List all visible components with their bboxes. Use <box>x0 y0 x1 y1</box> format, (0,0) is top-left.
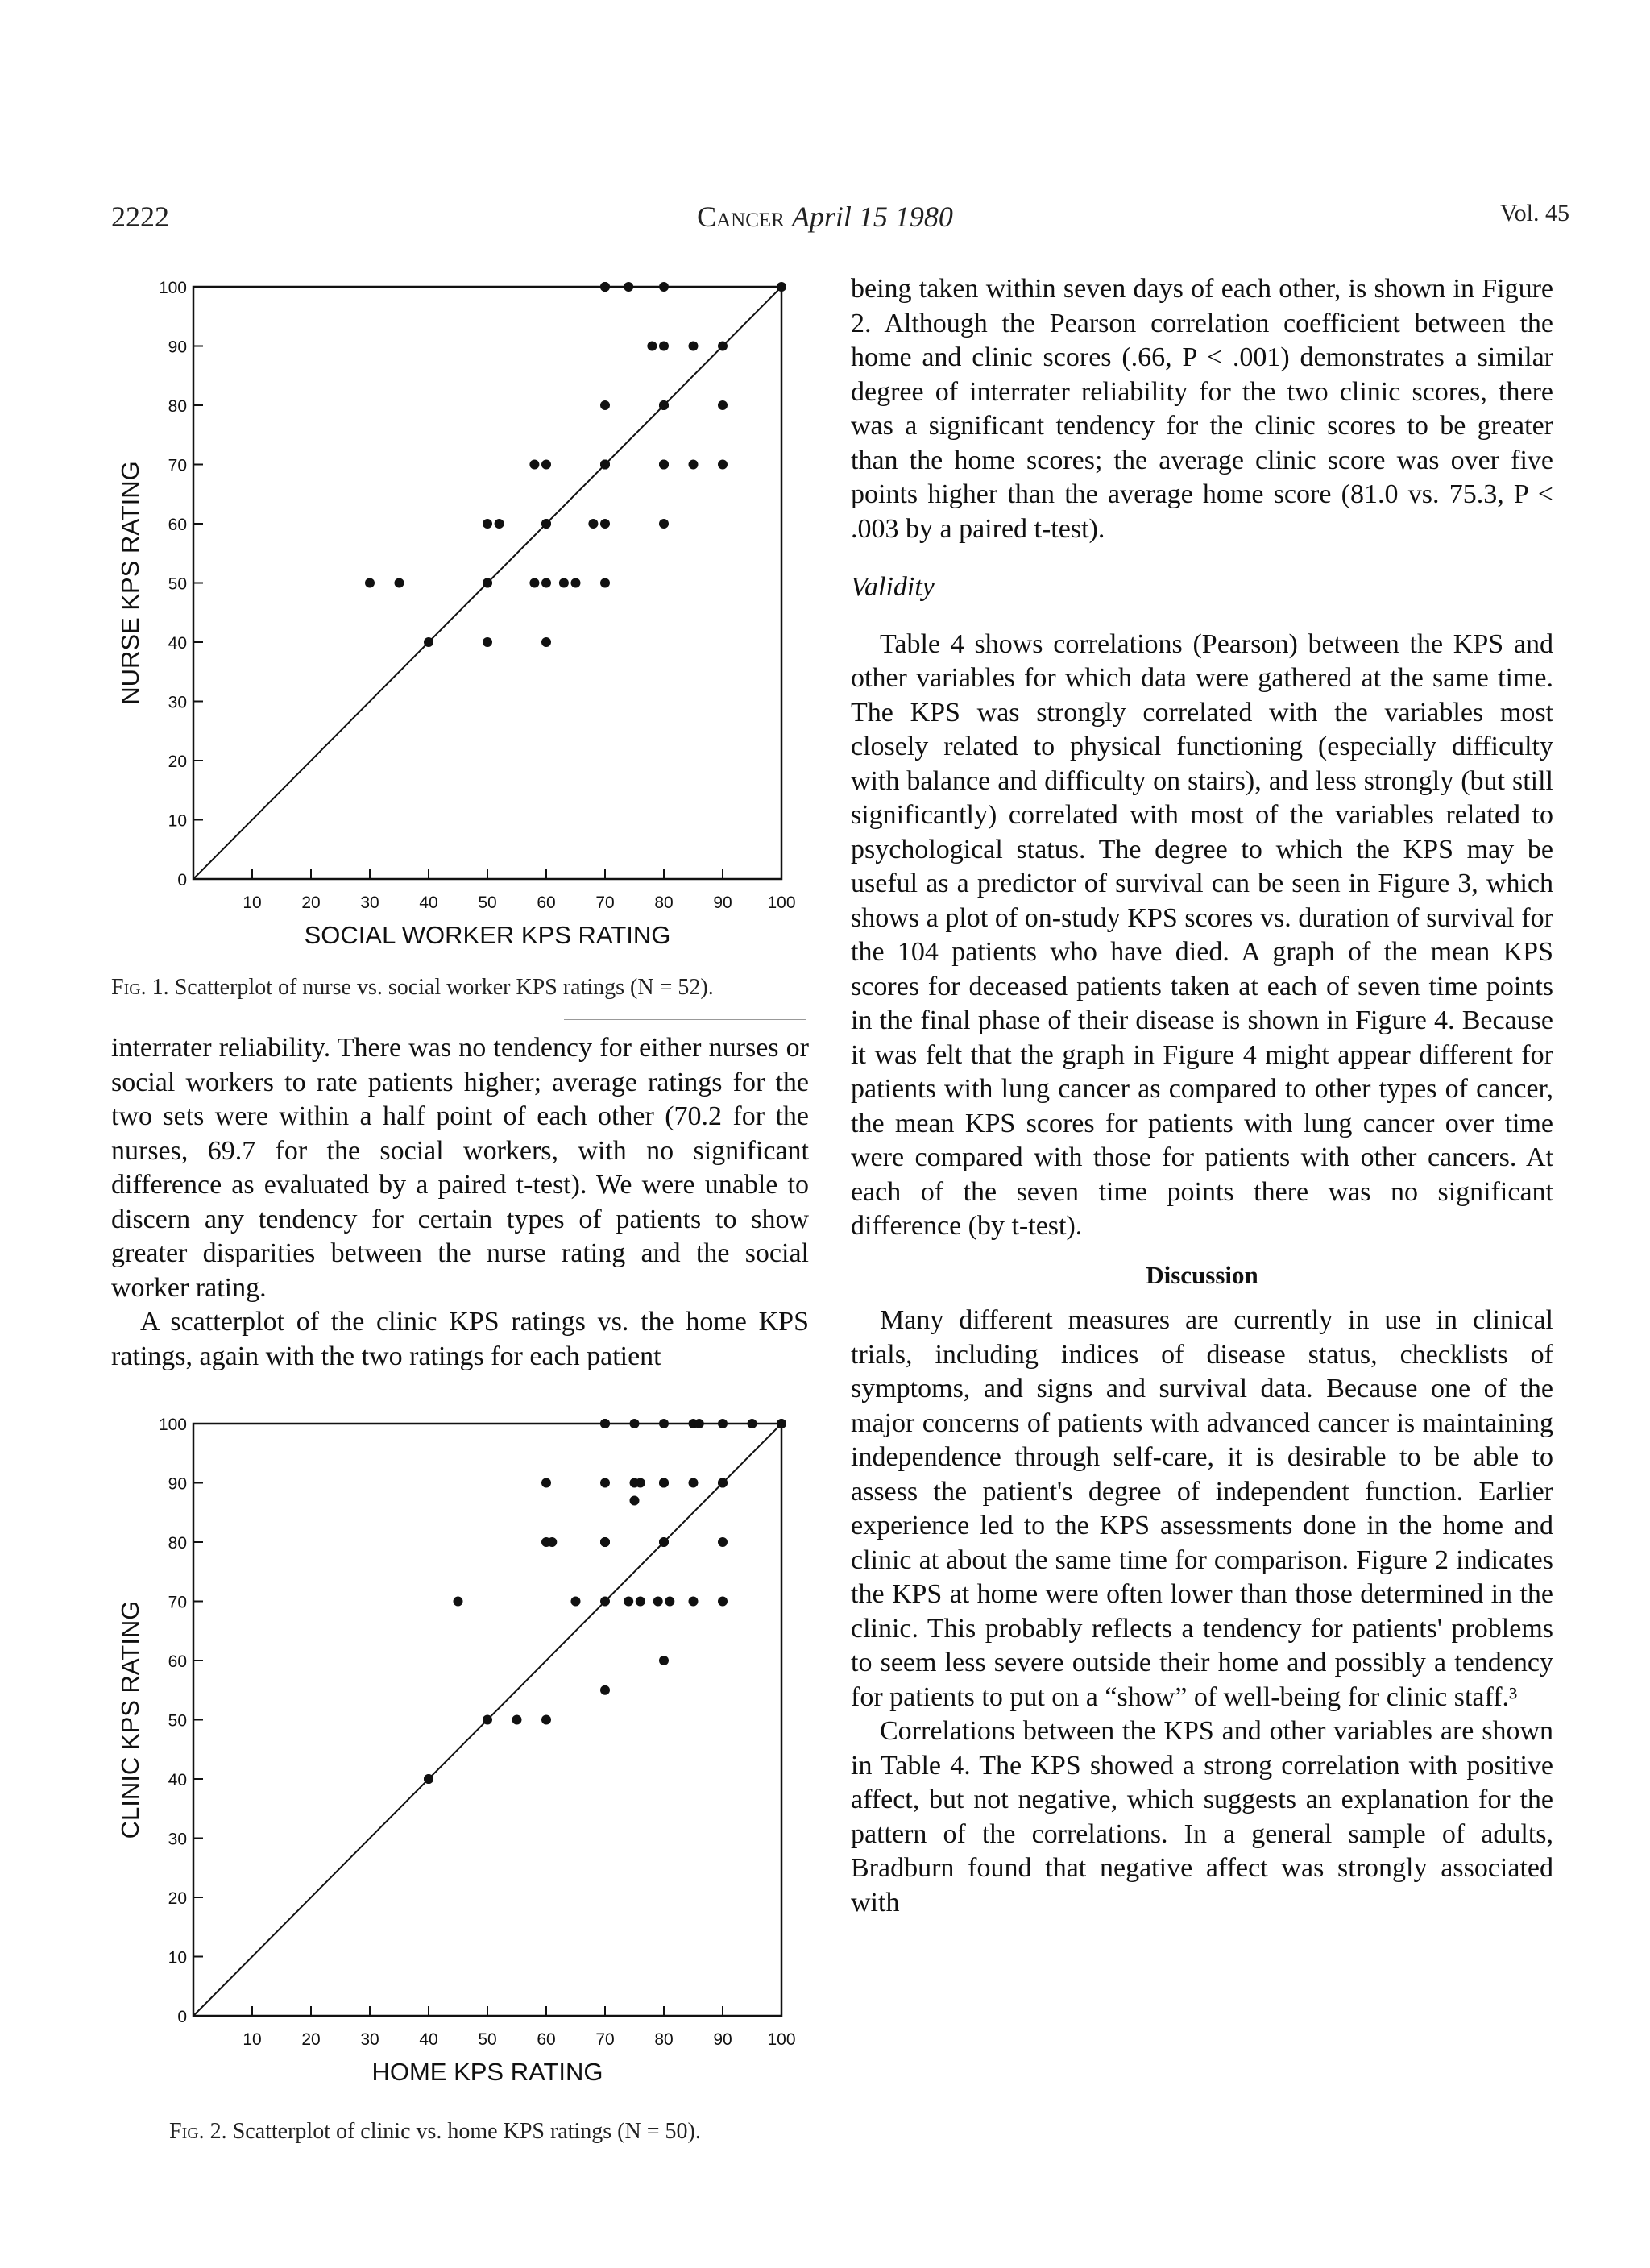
x-tick-label: 100 <box>767 2030 796 2049</box>
data-point <box>718 460 728 470</box>
y-axis-label: CLINIC KPS RATING <box>116 1600 144 1839</box>
data-point <box>659 1419 669 1428</box>
data-point <box>659 1478 669 1488</box>
section-heading-discussion: Discussion <box>1146 1260 1258 1289</box>
data-point <box>600 1419 610 1428</box>
data-point <box>689 342 699 351</box>
data-point <box>600 1685 610 1695</box>
x-tick-label: 10 <box>243 2030 262 2049</box>
y-tick-label: 30 <box>168 1830 187 1849</box>
data-point <box>424 1774 433 1784</box>
right-paragraph-1: being taken within seven days of each other, is shown in Figure 2. Although the Pearson correlation coefficient between the home and clinic scores (.66, P < .001) demonstrates a similar degree of interrater reliability for the two clinic scores, there was a significant tendency for the clinic scores to be greater than the home scores; the average clinic score was over five points higher than the average home score (81.0 vs. 75.3, P < .003 by a paired t-test). <box>851 274 1553 544</box>
data-point <box>748 1419 757 1428</box>
data-point <box>395 578 404 588</box>
data-point <box>694 1419 704 1428</box>
data-point <box>541 519 551 529</box>
x-tick-label: 20 <box>301 2030 321 2049</box>
data-point <box>600 282 610 292</box>
data-point <box>600 1478 610 1488</box>
y-tick-label: 70 <box>168 1593 187 1612</box>
x-tick-label: 60 <box>537 2030 556 2049</box>
data-point <box>571 1597 581 1607</box>
x-tick-label: 40 <box>419 894 438 912</box>
figure-1-scatterplot <box>105 266 822 975</box>
figure-2-scatterplot <box>105 1406 822 2107</box>
data-point <box>653 1597 663 1607</box>
data-point <box>689 1478 699 1488</box>
y-tick-label: 0 <box>177 2008 187 2026</box>
x-tick-label: 70 <box>595 2030 615 2049</box>
data-point <box>718 1478 728 1488</box>
y-tick-label: 60 <box>168 1652 187 1671</box>
data-point <box>483 578 492 588</box>
data-point <box>424 637 433 647</box>
data-point <box>541 1715 551 1725</box>
y-axis-label: NURSE KPS RATING <box>116 461 144 705</box>
section-heading-validity: Validity <box>851 572 935 602</box>
y-tick-label: 20 <box>168 1889 187 1908</box>
figure-2-caption-text: Scatterplot of clinic vs. home KPS ratings (N = 50). <box>232 2119 701 2144</box>
data-point <box>659 342 669 351</box>
data-point <box>541 637 551 647</box>
data-point <box>689 1597 699 1607</box>
y-tick-label: 10 <box>168 1948 187 1967</box>
right-column <box>851 272 1553 1920</box>
y-tick-label: 70 <box>168 456 187 475</box>
data-point <box>547 1537 557 1547</box>
left-paragraph-2: A scatterplot of the clinic KPS ratings vs. the home KPS ratings, again with the two ratings for each patient <box>111 1307 809 1371</box>
y-tick-label: 40 <box>168 634 187 653</box>
figure-2-caption <box>169 2119 701 2145</box>
x-axis-label: SOCIAL WORKER KPS RATING <box>304 921 671 949</box>
data-point <box>718 342 728 351</box>
data-point <box>718 400 728 410</box>
y-tick-label: 20 <box>168 753 187 771</box>
x-tick-label: 30 <box>360 2030 379 2049</box>
x-axis-label: HOME KPS RATING <box>371 2058 603 2086</box>
page-number: 2222 <box>111 201 169 233</box>
data-point <box>624 282 633 292</box>
data-point <box>777 1419 786 1428</box>
x-tick-label: 50 <box>478 2030 497 2049</box>
data-point <box>541 578 551 588</box>
x-tick-label: 30 <box>360 894 379 912</box>
data-point <box>588 519 598 529</box>
y-tick-label: 90 <box>168 1474 187 1494</box>
caption-divider <box>564 1019 806 1020</box>
data-point <box>777 282 786 292</box>
data-point <box>600 400 610 410</box>
data-point <box>659 400 669 410</box>
left-column <box>111 1031 809 1374</box>
x-tick-label: 80 <box>654 2030 674 2049</box>
data-point <box>659 1537 669 1547</box>
data-point <box>718 1597 728 1607</box>
x-tick-label: 90 <box>713 2030 732 2049</box>
data-point <box>454 1597 463 1607</box>
data-point <box>718 1419 728 1428</box>
data-point <box>529 578 539 588</box>
volume-label: Vol. 45 <box>1499 200 1569 226</box>
y-tick-label: 100 <box>158 279 187 297</box>
data-point <box>636 1478 645 1488</box>
x-tick-label: 10 <box>243 894 262 912</box>
data-point <box>483 519 492 529</box>
data-point <box>541 1478 551 1488</box>
data-point <box>636 1597 645 1607</box>
y-tick-label: 50 <box>168 1711 187 1731</box>
figure-1-label: Fig. 1. <box>111 975 169 1000</box>
right-paragraph-3: Many different measures are currently in use in clinical trials, including indices of disease status, checklists of symptoms, and signs and survival data. Because one of the major concerns of patients with advanced cancer is maintaining independence through self-care, it is desirable to be able to assess the patient's degree of independent function. Earlier experience led to the KPS assessments done in the home and clinic at about the same time for comparison. Figure 2 indicates the KPS at home were often lower than those determined in the clinic. This probably reflects a tendency for patients' problems to seem less severe outside their home and possibly a tendency for patients to put on a “show” of well-being for clinic staff.³ <box>851 1305 1553 1712</box>
figure-2-label: Fig. 2. <box>169 2119 227 2144</box>
left-paragraph-1: interrater reliability. There was no tendency for either nurses or social workers to rate patients higher; average ratings for the two sets were within a half point of each other (70.2 for the nurses, 69.7 for the social workers, with no significant difference as evaluated by a paired t-test). We were unable to discern any tendency for certain types of patients to show greater disparities between the nurse rating and the social worker rating. <box>111 1033 809 1303</box>
figure-1-caption-text: Scatterplot of nurse vs. social worker KPS ratings (N = 52). <box>174 975 714 1000</box>
y-tick-label: 50 <box>168 574 187 594</box>
data-point <box>659 1656 669 1665</box>
y-tick-label: 30 <box>168 693 187 712</box>
data-point <box>600 460 610 470</box>
y-tick-label: 40 <box>168 1771 187 1789</box>
data-point <box>600 1537 610 1547</box>
data-point <box>495 519 504 529</box>
data-point <box>559 578 569 588</box>
y-tick-label: 80 <box>168 397 187 416</box>
issue-date: April 15 1980 <box>791 201 953 233</box>
running-head <box>0 200 1650 234</box>
data-point <box>630 1419 640 1428</box>
y-tick-label: 100 <box>158 1416 187 1434</box>
data-point <box>659 282 669 292</box>
data-point <box>659 519 669 529</box>
y-tick-label: 60 <box>168 516 187 534</box>
data-point <box>600 519 610 529</box>
data-point <box>659 460 669 470</box>
y-tick-label: 90 <box>168 338 187 357</box>
data-point <box>529 460 539 470</box>
data-point <box>600 1597 610 1607</box>
x-tick-label: 60 <box>537 894 556 912</box>
x-tick-label: 40 <box>419 2030 438 2049</box>
data-point <box>483 637 492 647</box>
data-point <box>512 1715 522 1725</box>
x-tick-label: 20 <box>301 894 321 912</box>
data-point <box>541 460 551 470</box>
data-point <box>624 1597 633 1607</box>
data-point <box>600 578 610 588</box>
x-tick-label: 80 <box>654 894 674 912</box>
x-tick-label: 50 <box>478 894 497 912</box>
data-point <box>483 1715 492 1725</box>
x-tick-label: 90 <box>713 894 732 912</box>
data-point <box>718 1537 728 1547</box>
right-paragraph-2: Table 4 shows correlations (Pearson) between the KPS and other variables for which data were gathered at the same time. The KPS was strongly correlated with the variables most closely related to physical functioning (especially difficulty with balance and difficulty on stairs), and less strongly (but still significantly) correlated with most of the variables related to psychological status. The degree to which the KPS may be useful as a predictor of survival can be seen in Figure 3, which shows a plot of on-study KPS scores vs. duration of survival for the 104 patients who have died. A graph of the mean KPS scores for deceased patients taken at each of seven time points in the final phase of their disease is shown in Figure 4. Because it was felt that the graph in Figure 4 might appear different for patients with lung cancer as compared to other types of cancer, the mean KPS scores for patients with lung cancer over time were compared with those for patients with other cancers. At each of the seven time points there was no significant difference (by t-test). <box>851 628 1553 1241</box>
data-point <box>630 1496 640 1506</box>
y-tick-label: 0 <box>177 871 187 889</box>
y-tick-label: 80 <box>168 1534 187 1553</box>
x-tick-label: 100 <box>767 894 796 912</box>
data-point <box>689 460 699 470</box>
data-point <box>647 342 657 351</box>
data-point <box>571 578 581 588</box>
right-paragraph-4: Correlations between the KPS and other variables are shown in Table 4. The KPS showed a strong correlation with positive affect, but not negative, which suggests an explanation for the pattern of the correlations. In a general sample of adults, Bradburn found that negative affect was strongly associated with <box>851 1716 1553 1918</box>
data-point <box>665 1597 674 1607</box>
journal-name: Cancer <box>697 201 785 233</box>
figure-1-caption <box>111 975 714 1001</box>
data-point <box>365 578 375 588</box>
y-tick-label: 10 <box>168 811 187 831</box>
x-tick-label: 70 <box>595 894 615 912</box>
